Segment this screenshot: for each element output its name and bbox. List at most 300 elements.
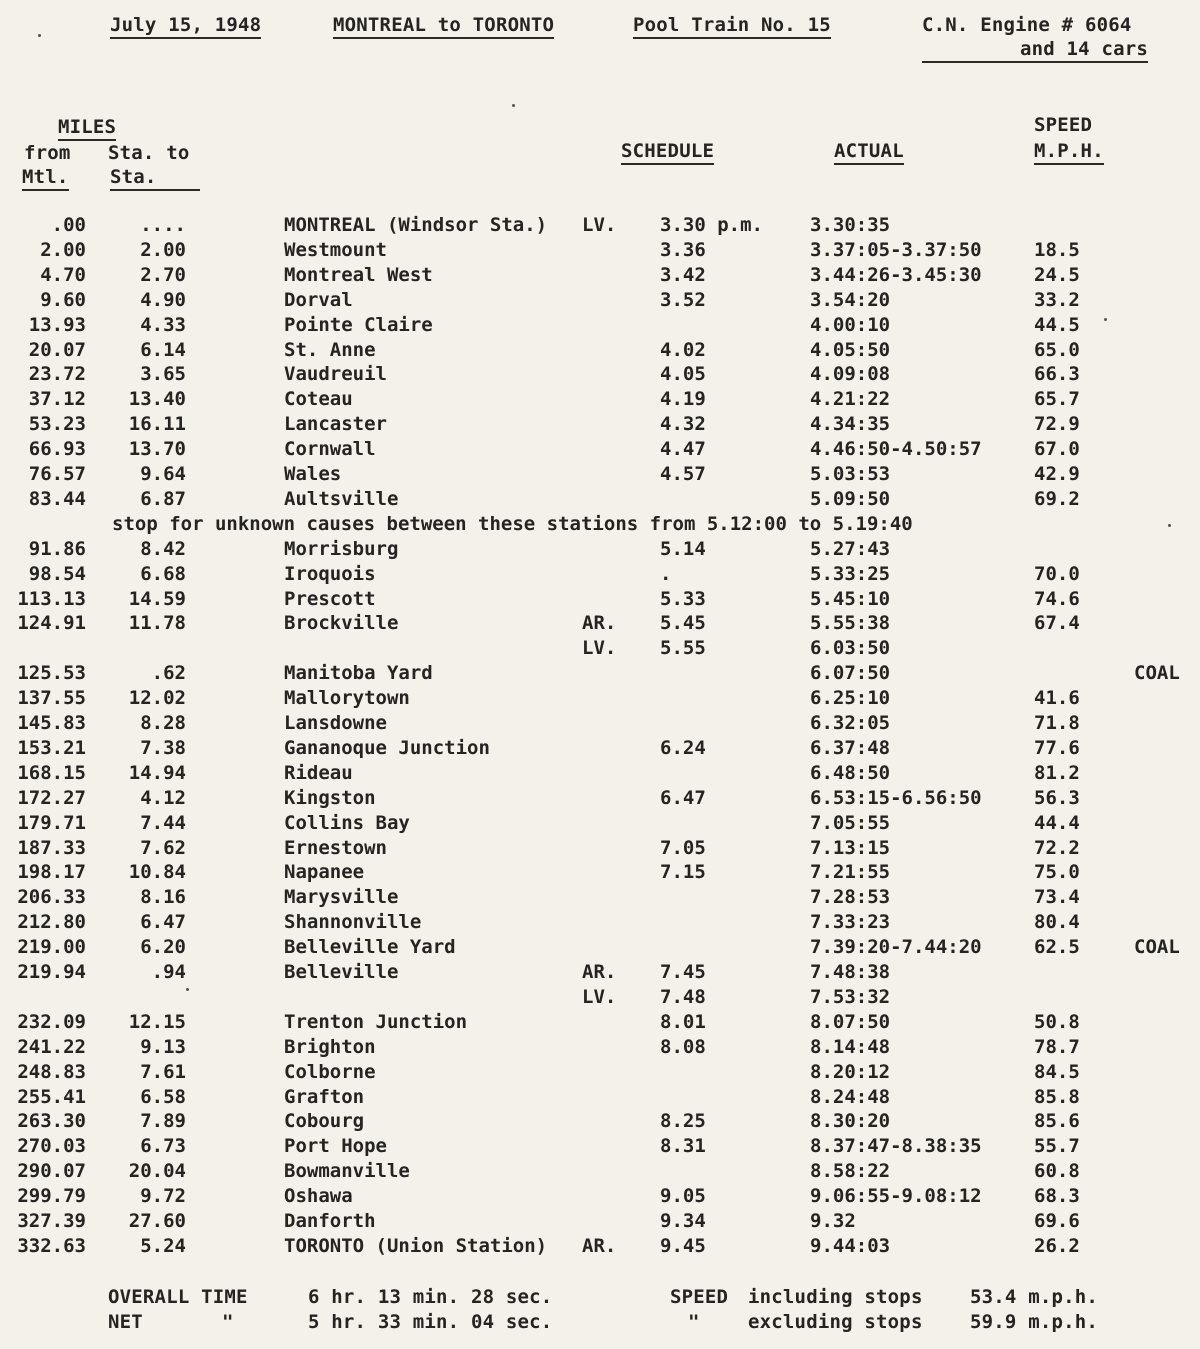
cell-sta: .62	[151, 662, 186, 685]
cell-from: 172.27	[17, 786, 86, 809]
cell-from: 332.63	[17, 1234, 86, 1257]
cell-from: 198.17	[17, 861, 86, 884]
cell-actual: 4.21:22	[810, 388, 891, 411]
cell-speed: 33.2	[1034, 288, 1080, 311]
cell-actual: 8.07:50	[810, 1010, 891, 1033]
cell-actual: 4.46:50-4.50:57	[810, 438, 982, 461]
cell-actual: 5.03:53	[810, 463, 891, 485]
cell-station: Rideau	[284, 761, 353, 784]
cell-sta: 4.90	[140, 288, 186, 311]
cell-sta: 6.87	[140, 487, 186, 510]
cell-speed: 65.7	[1034, 388, 1080, 411]
cell-schedule: 4.05	[660, 363, 706, 386]
table-row	[0, 314, 1200, 339]
cell-speed: 85.8	[1034, 1085, 1080, 1108]
col-sta: Sta.	[110, 166, 200, 191]
cell-station: Montreal West	[284, 263, 433, 286]
cell-from: 179.71	[17, 811, 86, 834]
cell-schedule: .	[660, 562, 672, 585]
cell-station: Dorval	[284, 288, 353, 311]
cell-from: 23.72	[28, 363, 86, 386]
cell-from: 212.80	[17, 911, 86, 934]
cell-station: Mallorytown	[284, 687, 410, 710]
cell-sta: 7.62	[140, 836, 186, 859]
cell-schedule: 6.47	[660, 786, 706, 809]
table-row	[0, 388, 1200, 413]
cell-from: 91.86	[28, 537, 86, 560]
cell-actual: 7.13:15	[810, 836, 891, 859]
cell-arlv: AR.	[582, 961, 617, 983]
cell-station: MONTREAL (Windsor Sta.)	[284, 214, 548, 236]
cell-actual: 5.55:38	[810, 612, 891, 635]
cell-sta: 9.72	[140, 1185, 186, 1208]
cell-actual: 7.28:53	[810, 886, 891, 909]
cell-from: 219.94	[17, 961, 86, 983]
cell-schedule: 8.01	[660, 1010, 706, 1033]
cell-sta: 6.14	[140, 338, 186, 361]
cell-sta: 6.73	[140, 1135, 186, 1158]
cell-actual: 8.30:20	[810, 1110, 891, 1133]
cell-arlv: AR.	[582, 612, 617, 635]
table-row	[0, 1110, 1200, 1135]
cell-arlv: LV.	[582, 637, 617, 660]
col-from: from	[24, 142, 71, 164]
cell-actual: 4.05:50	[810, 338, 891, 361]
cell-speed: 65.0	[1034, 338, 1080, 361]
cell-sta: ....	[140, 214, 186, 236]
cell-station: Vaudreuil	[284, 363, 387, 386]
table-row	[0, 837, 1200, 862]
cell-speed: 73.4	[1034, 886, 1080, 909]
cell-from: 83.44	[28, 487, 86, 510]
cell-schedule: 3.36	[660, 238, 706, 261]
cell-from: 232.09	[17, 1010, 86, 1033]
col-actual: ACTUAL	[834, 140, 904, 165]
cell-arlv: AR.	[582, 1234, 617, 1257]
cell-from: 37.12	[28, 388, 86, 411]
cell-sta: 6.58	[140, 1085, 186, 1108]
cell-speed: 71.8	[1034, 712, 1080, 734]
header-route: MONTREAL to TORONTO	[333, 14, 554, 39]
cell-arlv: LV.	[582, 214, 617, 236]
cell-station: Trenton Junction	[284, 1010, 468, 1033]
cell-station: Pointe Claire	[284, 313, 433, 336]
col-schedule: SCHEDULE	[621, 140, 714, 165]
cell-speed: 72.2	[1034, 836, 1080, 859]
cell-schedule: 6.24	[660, 736, 706, 759]
cell-sta: 5.24	[140, 1234, 186, 1257]
table-row	[0, 513, 1200, 538]
cell-schedule: 7.48	[660, 985, 706, 1008]
cell-schedule: 8.08	[660, 1035, 706, 1058]
cell-actual: 4.09:08	[810, 363, 891, 386]
cell-note: COAL	[1134, 662, 1180, 685]
cell-from: 66.93	[28, 438, 86, 461]
cell-actual: 6.03:50	[810, 637, 891, 660]
cell-from: 219.00	[17, 936, 86, 959]
cell-schedule: 8.31	[660, 1135, 706, 1158]
cell-from: 290.07	[17, 1160, 86, 1183]
cell-schedule: 5.45	[660, 612, 706, 635]
cell-sta: 7.61	[140, 1060, 186, 1083]
cell-sta: 20.04	[128, 1160, 186, 1183]
footer-overall-time: 6 hr. 13 min. 28 sec.	[308, 1286, 553, 1308]
cell-sta: 13.40	[128, 388, 186, 411]
cell-speed: 44.5	[1034, 313, 1080, 336]
cell-schedule: 7.15	[660, 861, 706, 884]
cell-from: 248.83	[17, 1060, 86, 1083]
cell-station: Brighton	[284, 1035, 376, 1058]
cell-speed: 80.4	[1034, 911, 1080, 934]
cell-station: Iroquois	[284, 562, 376, 585]
table-row	[0, 488, 1200, 513]
table-row	[0, 538, 1200, 563]
cell-sta: 6.47	[140, 911, 186, 934]
cell-actual: 6.32:05	[810, 712, 891, 734]
cell-actual: 6.07:50	[810, 662, 891, 685]
table-row	[0, 812, 1200, 837]
table-row	[0, 1011, 1200, 1036]
cell-station: Belleville	[284, 961, 399, 983]
cell-actual: 3.37:05-3.37:50	[810, 238, 982, 261]
cell-station: Coteau	[284, 388, 353, 411]
cell-actual: 7.33:23	[810, 911, 891, 934]
cell-station: Lancaster	[284, 413, 387, 436]
cell-sta: 27.60	[128, 1210, 186, 1232]
cell-actual: 5.27:43	[810, 537, 891, 560]
cell-sta: 7.44	[140, 811, 186, 834]
table-row	[0, 264, 1200, 289]
table-row	[0, 1086, 1200, 1111]
cell-actual: 4.00:10	[810, 313, 891, 336]
cell-schedule: 7.05	[660, 836, 706, 859]
cell-speed: 67.0	[1034, 438, 1080, 461]
table-row	[0, 1210, 1200, 1235]
table-row	[0, 861, 1200, 886]
cell-speed: 69.6	[1034, 1210, 1080, 1232]
cell-from: .00	[51, 214, 86, 236]
cell-sta: 6.68	[140, 562, 186, 585]
cell-actual: 7.21:55	[810, 861, 891, 884]
cell-from: 270.03	[17, 1135, 86, 1158]
cell-actual: 3.44:26-3.45:30	[810, 263, 982, 286]
cell-schedule: 3.52	[660, 288, 706, 311]
table-row	[0, 289, 1200, 314]
cell-speed: 60.8	[1034, 1160, 1080, 1183]
cell-actual: 7.05:55	[810, 811, 891, 834]
cell-station: St. Anne	[284, 338, 376, 361]
cell-sta: 13.70	[128, 438, 186, 461]
cell-schedule: 3.42	[660, 263, 706, 286]
cell-schedule: 9.34	[660, 1210, 706, 1232]
table-row	[0, 886, 1200, 911]
cell-speed: 42.9	[1034, 463, 1080, 485]
footer-including-value: 53.4 m.p.h.	[970, 1286, 1099, 1308]
table-row	[0, 936, 1200, 961]
cell-actual: 3.30:35	[810, 214, 891, 236]
cell-schedule: 4.02	[660, 338, 706, 361]
header-cars: and 14 cars	[922, 38, 1148, 63]
ink-speck	[186, 988, 189, 991]
cell-from: 187.33	[17, 836, 86, 859]
footer-excluding: excluding stops	[748, 1311, 923, 1333]
cell-arlv: LV.	[582, 985, 617, 1008]
cell-from: 53.23	[28, 413, 86, 436]
table-row	[0, 687, 1200, 712]
cell-station: Cobourg	[284, 1110, 365, 1133]
cell-from: 153.21	[17, 736, 86, 759]
cell-sta: 7.38	[140, 736, 186, 759]
cell-speed: 26.2	[1034, 1234, 1080, 1257]
cell-from: 299.79	[17, 1185, 86, 1208]
cell-schedule: 5.14	[660, 537, 706, 560]
cell-station: Lansdowne	[284, 712, 387, 734]
cell-schedule: 5.55	[660, 637, 706, 660]
cell-from: 137.55	[17, 687, 86, 710]
table-row	[0, 1036, 1200, 1061]
cell-schedule: 9.45	[660, 1234, 706, 1257]
cell-sta: 16.11	[128, 413, 186, 436]
cell-from: 76.57	[28, 463, 86, 485]
cell-station: Port Hope	[284, 1135, 387, 1158]
cell-sta: 9.64	[140, 463, 186, 485]
table-row	[0, 612, 1200, 637]
col-mtl: Mtl.	[22, 166, 69, 191]
ink-speck	[512, 104, 515, 107]
cell-sta: 11.78	[128, 612, 186, 635]
cell-sta: 2.00	[140, 238, 186, 261]
header-date: July 15, 1948	[110, 14, 261, 39]
table-row	[0, 1160, 1200, 1185]
cell-actual: 7.39:20-7.44:20	[810, 936, 982, 959]
table-row	[0, 911, 1200, 936]
cell-speed: 67.4	[1034, 612, 1080, 635]
cell-station: Grafton	[284, 1085, 365, 1108]
cell-speed: 18.5	[1034, 238, 1080, 261]
cell-from: 125.53	[17, 662, 86, 685]
cell-schedule: 4.57	[660, 463, 706, 485]
table-row	[0, 787, 1200, 812]
cell-from: 13.93	[28, 313, 86, 336]
table-row	[0, 438, 1200, 463]
table-row	[0, 339, 1200, 364]
cell-actual: 4.34:35	[810, 413, 891, 436]
row-remark: stop for unknown causes between these stations from 5.12:00 to 5.19:40	[112, 512, 913, 535]
cell-from: 113.13	[17, 587, 86, 610]
header-train: Pool Train No. 15	[633, 14, 831, 39]
col-miles: MILES	[58, 116, 116, 141]
cell-station: Marysville	[284, 886, 399, 909]
cell-actual: 6.48:50	[810, 761, 891, 784]
cell-from: 145.83	[17, 712, 86, 734]
cell-speed: 69.2	[1034, 487, 1080, 510]
col-speed: SPEED	[1034, 114, 1093, 136]
cell-actual: 3.54:20	[810, 288, 891, 311]
cell-speed: 62.5	[1034, 936, 1080, 959]
cell-station: Shannonville	[284, 911, 422, 934]
cell-schedule: 7.45	[660, 961, 706, 983]
cell-schedule: 3.30 p.m.	[660, 214, 763, 236]
cell-station: Napanee	[284, 861, 365, 884]
cell-speed: 75.0	[1034, 861, 1080, 884]
table-row	[0, 662, 1200, 687]
cell-actual: 8.58:22	[810, 1160, 891, 1183]
cell-actual: 5.09:50	[810, 487, 891, 510]
cell-actual: 7.53:32	[810, 985, 891, 1008]
cell-from: 263.30	[17, 1110, 86, 1133]
cell-actual: 8.24:48	[810, 1085, 891, 1108]
cell-speed: 24.5	[1034, 263, 1080, 286]
table-row	[0, 588, 1200, 613]
cell-station: Aultsville	[284, 487, 399, 510]
cell-actual: 6.25:10	[810, 687, 891, 710]
cell-sta: 14.94	[128, 761, 186, 784]
cell-speed: 85.6	[1034, 1110, 1080, 1133]
cell-speed: 50.8	[1034, 1010, 1080, 1033]
table-row	[0, 214, 1200, 239]
cell-station: Collins Bay	[284, 811, 410, 834]
cell-from: 255.41	[17, 1085, 86, 1108]
table-row	[0, 637, 1200, 662]
cell-speed: 77.6	[1034, 736, 1080, 759]
cell-station: Colborne	[284, 1060, 376, 1083]
table-row	[0, 986, 1200, 1011]
cell-station: Kingston	[284, 786, 376, 809]
footer-net-label: NET	[108, 1311, 143, 1333]
cell-station: Prescott	[284, 587, 376, 610]
cell-station: Manitoba Yard	[284, 662, 433, 685]
table-row	[0, 1135, 1200, 1160]
cell-speed: 56.3	[1034, 786, 1080, 809]
cell-note: COAL	[1134, 936, 1180, 959]
col-sta-to: Sta. to	[108, 142, 190, 164]
cell-speed: 84.5	[1034, 1060, 1080, 1083]
cell-speed: 70.0	[1034, 562, 1080, 585]
cell-actual: 8.37:47-8.38:35	[810, 1135, 982, 1158]
cell-station: Belleville Yard	[284, 936, 456, 959]
cell-actual: 5.33:25	[810, 562, 891, 585]
footer-ditto-2: "	[688, 1311, 700, 1333]
cell-station: Brockville	[284, 612, 399, 635]
ink-speck	[38, 34, 41, 37]
cell-station: Bowmanville	[284, 1160, 410, 1183]
cell-station: Wales	[284, 463, 342, 485]
cell-speed: 55.7	[1034, 1135, 1080, 1158]
cell-actual: 5.45:10	[810, 587, 891, 610]
footer-overall-label: OVERALL TIME	[108, 1286, 248, 1308]
table-row	[0, 961, 1200, 986]
table-row	[0, 712, 1200, 737]
cell-actual: 9.44:03	[810, 1234, 891, 1257]
cell-sta: 9.13	[140, 1035, 186, 1058]
table-row	[0, 563, 1200, 588]
cell-speed: 74.6	[1034, 587, 1080, 610]
cell-speed: 66.3	[1034, 363, 1080, 386]
cell-from: 4.70	[40, 263, 86, 286]
cell-station: TORONTO (Union Station)	[284, 1234, 548, 1257]
cell-sta: 2.70	[140, 263, 186, 286]
cell-actual: 8.14:48	[810, 1035, 891, 1058]
cell-from: 2.00	[40, 238, 86, 261]
cell-schedule: 4.19	[660, 388, 706, 411]
table-row	[0, 463, 1200, 488]
cell-sta: 3.65	[140, 363, 186, 386]
cell-actual: 8.20:12	[810, 1060, 891, 1083]
cell-speed: 68.3	[1034, 1185, 1080, 1208]
cell-actual: 7.48:38	[810, 961, 891, 983]
cell-actual: 6.53:15-6.56:50	[810, 786, 982, 809]
ink-speck	[1168, 524, 1171, 527]
cell-actual: 9.32	[810, 1210, 856, 1232]
cell-speed: 44.4	[1034, 811, 1080, 834]
cell-station: Oshawa	[284, 1185, 353, 1208]
cell-sta: 7.89	[140, 1110, 186, 1133]
cell-actual: 6.37:48	[810, 736, 891, 759]
cell-sta: 8.16	[140, 886, 186, 909]
table-row	[0, 413, 1200, 438]
cell-schedule: 8.25	[660, 1110, 706, 1133]
cell-from: 327.39	[17, 1210, 86, 1232]
cell-from: 168.15	[17, 761, 86, 784]
table-row	[0, 737, 1200, 762]
table-row	[0, 762, 1200, 787]
cell-from: 20.07	[28, 338, 86, 361]
table-row	[0, 1235, 1200, 1260]
cell-from: 241.22	[17, 1035, 86, 1058]
col-mph: M.P.H.	[1034, 140, 1104, 165]
table-row	[0, 1061, 1200, 1086]
cell-from: 9.60	[40, 288, 86, 311]
cell-sta: 4.12	[140, 786, 186, 809]
footer-ditto-1: "	[222, 1311, 234, 1333]
ink-speck	[1104, 318, 1107, 321]
cell-speed: 41.6	[1034, 687, 1080, 710]
cell-sta: 4.33	[140, 313, 186, 336]
table-row	[0, 239, 1200, 264]
cell-speed: 78.7	[1034, 1035, 1080, 1058]
cell-schedule: 4.47	[660, 438, 706, 461]
table-row	[0, 363, 1200, 388]
cell-speed: 81.2	[1034, 761, 1080, 784]
cell-station: Morrisburg	[284, 537, 399, 560]
cell-sta: .94	[151, 961, 186, 983]
cell-station: Danforth	[284, 1210, 376, 1232]
cell-station: Cornwall	[284, 438, 376, 461]
cell-schedule: 4.32	[660, 413, 706, 436]
cell-sta: 10.84	[128, 861, 186, 884]
cell-station: Gananoque Junction	[284, 736, 490, 759]
header-engine: C.N. Engine # 6064	[922, 14, 1132, 36]
cell-sta: 12.02	[128, 687, 186, 710]
cell-schedule: 9.05	[660, 1185, 706, 1208]
cell-sta: 14.59	[128, 587, 186, 610]
footer-excluding-value: 59.9 m.p.h.	[970, 1311, 1099, 1333]
cell-sta: 8.42	[140, 537, 186, 560]
cell-station: Westmount	[284, 238, 387, 261]
cell-from: 124.91	[17, 612, 86, 635]
cell-schedule: 5.33	[660, 587, 706, 610]
table-row	[0, 1185, 1200, 1210]
cell-actual: 9.06:55-9.08:12	[810, 1185, 982, 1208]
cell-sta: 8.28	[140, 712, 186, 734]
footer-including: including stops	[748, 1286, 923, 1308]
cell-from: 206.33	[17, 886, 86, 909]
cell-station: Ernestown	[284, 836, 387, 859]
cell-sta: 6.20	[140, 936, 186, 959]
footer-speed-label: SPEED	[670, 1286, 729, 1308]
cell-speed: 72.9	[1034, 413, 1080, 436]
cell-sta: 12.15	[128, 1010, 186, 1033]
